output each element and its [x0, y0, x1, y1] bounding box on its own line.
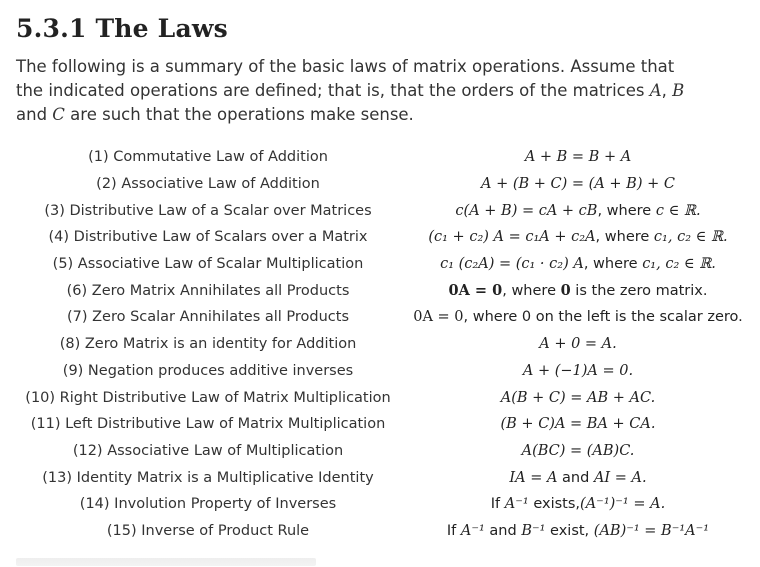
intro-paragraph	[16, 55, 706, 127]
law-statement	[402, 491, 754, 518]
laws-table	[14, 144, 754, 544]
table-row	[14, 491, 754, 518]
law-statement	[402, 518, 754, 545]
law-name: (7) Zero Scalar Annihilates all Products	[66, 309, 350, 326]
law-statement	[402, 464, 754, 491]
law-statement	[402, 358, 754, 385]
law-name: (5) Associative Law of Scalar Multiplication	[52, 256, 364, 273]
law-formula: 0A = 0	[448, 282, 503, 300]
intro-text-part2: are such that the operations make sense.	[64, 105, 414, 124]
law-name: (15) Inverse of Product Rule	[106, 522, 310, 539]
table-row	[14, 304, 754, 331]
law-formula: A(B + C) = AB + AC.	[500, 389, 656, 406]
table-row	[14, 277, 754, 304]
if-text: If	[490, 496, 505, 513]
table-row	[14, 171, 754, 198]
table-row	[14, 224, 754, 251]
law-formula: c₁ (c₂A) = (c₁ · c₂) A	[440, 256, 584, 273]
table-row	[14, 144, 754, 171]
law-statement	[402, 411, 754, 438]
law-name: (2) Associative Law of Addition	[96, 176, 320, 193]
where-text: , where	[583, 256, 643, 273]
law-formula-b: AI = A.	[593, 469, 647, 486]
section-heading: 5.3.1 The Laws	[16, 14, 228, 43]
bold-zero: 0	[560, 282, 571, 300]
law-tail: is the zero matrix.	[570, 283, 708, 300]
table-row	[14, 518, 754, 545]
law-name: (9) Negation produces additive inverses	[62, 362, 354, 379]
law-statement	[402, 438, 754, 465]
law-name: (1) Commutative Law of Addition	[88, 149, 328, 166]
intro-var-a: A	[649, 81, 662, 100]
intro-var-b: B	[672, 81, 685, 100]
law-name: (8) Zero Matrix is an identity for Addition	[59, 336, 357, 353]
table-row	[14, 438, 754, 465]
law-statement	[402, 197, 754, 224]
law-formula: (A⁻¹)⁻¹ = A.	[580, 496, 666, 513]
law-name: (3) Distributive Law of a Scalar over Matrices	[44, 202, 372, 219]
exists-text: exists,	[528, 496, 581, 513]
where-text: , where	[595, 229, 654, 246]
where-text: , where 0 on the left is the scalar zero.	[463, 309, 743, 326]
law-formula: A(BC) = (AB)C.	[521, 442, 635, 459]
law-condition: A⁻¹	[504, 496, 529, 513]
law-statement	[402, 304, 754, 331]
law-formula: A + 0 = A.	[539, 336, 617, 353]
law-formula-a: IA = A	[509, 469, 558, 486]
where-text: , where	[502, 283, 561, 300]
intro-text-part1: The following is a summary of the basic laws of matrix operations. Assume that the indicated operations are defined; that is, that the orders of the matrices	[16, 57, 675, 100]
law-name: (11) Left Distributive Law of Matrix Multiplication	[30, 416, 386, 433]
law-name: (10) Right Distributive Law of Matrix Multiplication	[25, 389, 391, 406]
law-condition: c₁, c₂ ∈ ℝ.	[642, 256, 716, 273]
law-condition-a: A⁻¹	[460, 522, 485, 539]
law-statement	[402, 277, 754, 304]
law-formula: (c₁ + c₂) A = c₁A + c₂A	[428, 229, 596, 246]
intro-separator: ,	[661, 81, 673, 100]
and-text: and	[557, 469, 594, 486]
law-condition: c₁, c₂ ∈ ℝ.	[653, 229, 728, 246]
law-formula: (AB)⁻¹ = B⁻¹A⁻¹	[593, 522, 710, 539]
law-statement	[402, 384, 754, 411]
if-text: If	[446, 522, 461, 539]
table-row	[14, 411, 754, 438]
law-formula: A + B = B + A	[524, 149, 632, 166]
law-condition: c ∈ ℝ.	[655, 202, 701, 219]
table-row	[14, 464, 754, 491]
law-formula: A + (B + C) = (A + B) + C	[481, 176, 675, 193]
law-formula: A + (−1)A = 0.	[522, 362, 634, 379]
table-row	[14, 384, 754, 411]
table-row	[14, 331, 754, 358]
law-name: (12) Associative Law of Multiplication	[72, 442, 344, 459]
law-name: (13) Identity Matrix is a Multiplicative Identity	[42, 469, 374, 486]
law-statement	[402, 251, 754, 278]
law-condition-b: B⁻¹	[521, 522, 546, 539]
law-formula: c(A + B) = cA + cB	[455, 202, 598, 219]
law-statement	[402, 171, 754, 198]
law-statement	[402, 224, 754, 251]
table-row	[14, 197, 754, 224]
law-name: (4) Distributive Law of Scalars over a Matrix	[48, 229, 368, 246]
law-formula: 0A = 0	[413, 309, 464, 326]
where-text: , where	[597, 202, 656, 219]
law-formula: (B + C)A = BA + CA.	[500, 416, 656, 433]
and-text: and	[484, 522, 522, 539]
table-row	[14, 358, 754, 385]
law-statement	[402, 144, 754, 171]
law-statement	[402, 331, 754, 358]
exist-text: exist,	[545, 522, 594, 539]
table-row	[14, 251, 754, 278]
clipped-next-line	[16, 558, 316, 566]
law-name: (6) Zero Matrix Annihilates all Products	[66, 282, 350, 299]
intro-and: and	[16, 105, 53, 124]
law-name: (14) Involution Property of Inverses	[79, 496, 337, 513]
intro-var-c: C	[52, 105, 65, 124]
